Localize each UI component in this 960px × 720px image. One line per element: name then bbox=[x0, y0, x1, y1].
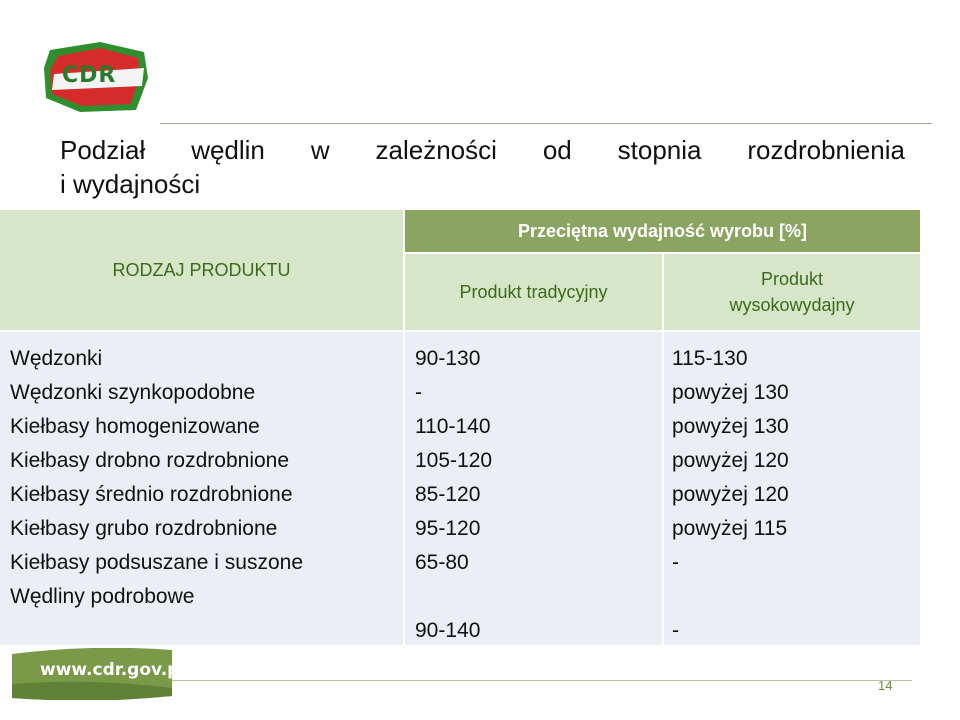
header-average-yield bbox=[405, 210, 920, 252]
product-row: Wędzonki bbox=[10, 347, 103, 370]
title-divider bbox=[160, 123, 932, 124]
title-word: w bbox=[310, 135, 330, 165]
logo-text: CDR bbox=[62, 63, 117, 88]
title-word: stopnia bbox=[617, 135, 702, 165]
header-traditional bbox=[405, 254, 662, 330]
traditional-value: 65-80 bbox=[415, 551, 469, 574]
traditional-value: 90-130 bbox=[415, 347, 481, 370]
header-high-yield-label-1: Produkt bbox=[760, 269, 824, 289]
traditional-value: 85-120 bbox=[415, 483, 481, 506]
traditional-value: - bbox=[415, 381, 422, 404]
header-high-yield bbox=[664, 254, 920, 330]
page-title bbox=[60, 133, 905, 201]
title-word: rozdrobnienia bbox=[747, 135, 905, 165]
footer-divider bbox=[172, 680, 912, 681]
traditional-value: 90-140 bbox=[415, 619, 481, 642]
product-row: Kiełbasy grubo rozdrobnione bbox=[10, 517, 278, 540]
title-line-1 bbox=[60, 133, 905, 167]
product-row: Wędliny podrobowe bbox=[10, 585, 195, 608]
traditional-value-spacer bbox=[415, 580, 662, 614]
product-row: Kiełbasy średnio rozdrobnione bbox=[10, 483, 293, 506]
footer-url[interactable]: www.cdr.gov.pl bbox=[40, 660, 186, 680]
high-yield-value: 115-130 bbox=[672, 347, 748, 370]
header-product-type-label: RODZAJ PRODUKTU bbox=[112, 259, 291, 280]
high-yield-values bbox=[664, 332, 920, 645]
header-average-yield-label: Przeciętna wydajność wyrobu [%] bbox=[517, 220, 808, 241]
traditional-value: 95-120 bbox=[415, 517, 481, 540]
header-traditional-label: Produkt tradycyjny bbox=[459, 282, 608, 302]
high-yield-value: - bbox=[672, 551, 679, 574]
product-list bbox=[0, 332, 403, 645]
product-row: Wędzonki szynkopodobne bbox=[10, 381, 256, 404]
product-row: Kiełbasy drobno rozdrobnione bbox=[10, 449, 290, 472]
product-row: Kiełbasy podsuszane i suszone bbox=[10, 551, 304, 574]
product-row: Kiełbasy homogenizowane bbox=[10, 415, 260, 438]
high-yield-value: - bbox=[672, 619, 679, 642]
traditional-value: 110-140 bbox=[415, 415, 491, 438]
high-yield-value-spacer bbox=[672, 580, 920, 614]
header-product-type bbox=[0, 210, 403, 330]
page-number: 14 bbox=[878, 678, 893, 693]
traditional-values bbox=[405, 332, 662, 645]
yield-table bbox=[0, 210, 920, 645]
title-word: od bbox=[542, 135, 572, 165]
high-yield-value: powyżej 120 bbox=[672, 449, 789, 472]
high-yield-value: powyżej 130 bbox=[672, 381, 789, 404]
title-word: wędlin bbox=[191, 135, 265, 165]
high-yield-value: powyżej 115 bbox=[672, 517, 788, 540]
title-line-2: i wydajności bbox=[60, 169, 201, 199]
title-word: Podział bbox=[60, 135, 146, 165]
traditional-value: 105-120 bbox=[415, 449, 493, 472]
high-yield-value: powyżej 120 bbox=[672, 483, 789, 506]
high-yield-value: powyżej 130 bbox=[672, 415, 789, 438]
header-high-yield-label-2: wysokowydajny bbox=[729, 295, 855, 315]
title-word: zależności bbox=[375, 135, 497, 165]
